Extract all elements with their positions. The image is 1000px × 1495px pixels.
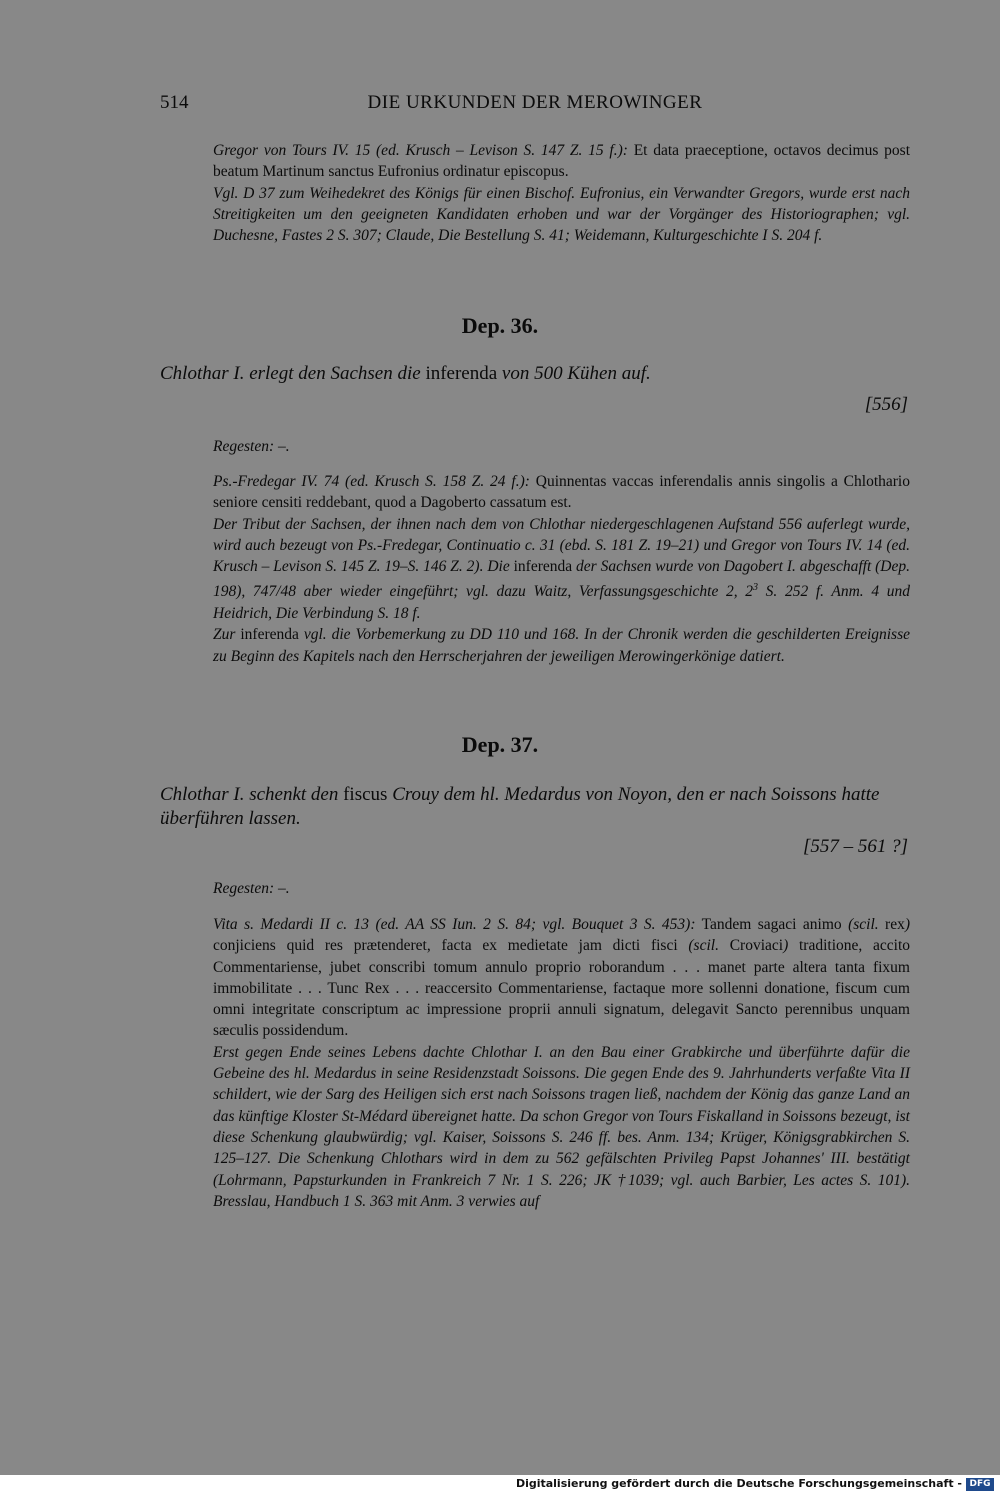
- source-quote-dep-37: Vita s. Medardi II c. 13 (ed. AA SS Iun. 2 S. 84; vgl. Bouquet 3 S. 453): Tandem sagaci animo (scil. rex) conjiciens quid res prætenderet, facta ex medietate jam dicti fisci (scil. Croviaci) traditione, accito Commentariense, jubet conscribi tomum annulo proprio roborandum . . . manet parte altera tanta fixum immobilitate . . . Tunc Rex . . . reaccersito Commentariense, factaque more sollenni donatione, fiscum cum omni integritate conscriptum ac impressione proprii annuli signatum, delegavit Sancto perennibus unquam sæculis possidendum.: [213, 916, 911, 1040]
- summary-dep-36: Chlothar I. erlegt den Sachsen die inferenda von 500 Kühen auf.: [160, 363, 651, 384]
- regesten-dep-36: Regesten: –.: [213, 438, 290, 455]
- running-title: DIE URKUNDEN DER MEROWINGER: [367, 92, 703, 113]
- citation: Ps.-Fredegar IV. 74 (ed. Krusch S. 158 Z. 24 f.):: [213, 473, 530, 490]
- citation: Gregor von Tours IV. 15 (ed. Krusch – Levison S. 147 Z. 15 f.):: [213, 142, 628, 159]
- commentary-dep-37: Erst gegen Ende seines Lebens dachte Chlothar I. an den Bau einer Grabkirche und überführte dafür die Gebeine des hl. Medardus in seine Residenzstadt Soissons. Die gegen Ende des 9. Jahrhunderts verfaßte Vita II schildert, wie der Sarg des Heiligen sich erst nach Soissons tragen ließ, nachdem der König das ganze Land an das künftige Kloster St-Médard übereignet hatte. Da schon Gregor von Tours Fiskalland in Soissons bezeugt, ist diese Schenkung glaubwürdig; vgl. Kaiser, Soissons S. 246 ff. bes. Anm. 134; Krüger, Königsgrabkirchen S. 125–127. Die Schenkung Chlothars wird in dem zu 562 gefälschten Privileg Papst Johannes' III. bestätigt (Lohrmann, Papsturkunden in Frankreich 7 Nr. 1 S. 226; JK †1039; vgl. auch Barbier, Les actes S. 101). Bresslau, Handbuch 1 S. 363 mit Anm. 3 verwies auf: [213, 1043, 910, 1210]
- footer-bar: [0, 1475, 1000, 1495]
- page-number: 514: [160, 92, 189, 113]
- date-dep-37: [557 – 561 ?]: [802, 836, 908, 857]
- commentary-dep-36: Der Tribut der Sachsen, der ihnen nach dem von Chlothar niedergeschlagenen Aufstand 556 auferlegt wurde, wird auch bezeugt von Ps.-Fredegar, Continuatio c. 31 (ebd. S. 181 Z. 19–21) und Gregor von Tours IV. 14 (ed. Krusch – Levison S. 145 Z. 19–S. 146 Z. 2). Die inferenda der Sachsen wurde von Dagobert I. abgeschafft (Dep. 198), 747/48 aber wieder eingeführt; vgl. dazu Waitz, Verfassungsgeschichte 2, $2^3$ S. 252 f. Anm. 4 und Heidrich, Die Verbindung S. 18 f.: [213, 515, 910, 622]
- citation: Vita s. Medardi II c. 13 (ed. AA SS Iun. 2 S. 84; vgl. Bouquet 3 S. 453):: [213, 916, 696, 933]
- commentary-dep-36-2: Zur inferenda vgl. die Vorbemerkung zu DD 110 und 168. In der Chronik werden die geschilderten Ereignisse zu Beginn des Kapitels nach den Herrscherjahren der jeweiligen Merowingerkönige datiert.: [213, 626, 911, 665]
- dfg-logo: DFG: [966, 1478, 994, 1491]
- date-dep-36: [556]: [864, 394, 908, 415]
- quote-text: Et data praeceptione, octavos decimus post beatum Martinum sanctus Eufronius ordinatur episcopus.: [213, 142, 910, 181]
- notes-dep-37: [213, 914, 910, 1212]
- notes-dep-36: [213, 471, 910, 667]
- running-head: [160, 92, 910, 120]
- footer-credit: Digitalisierung gefördert durch die Deutsche Forschungsgemeinschaft -: [515, 1477, 962, 1490]
- summary-dep-37: Chlothar I. schenkt den fiscus Crouy dem hl. Medardus von Noyon, den er nach Soissons hatte überführen lassen.: [160, 784, 880, 829]
- intro-source-quote: [213, 140, 910, 183]
- quote-text: Quinnentas vaccas inferendalis annis singolis a Chlothario seniore censiti reddebant, quod a Dagoberto cassatum est.: [213, 473, 910, 512]
- heading-dep-37: Dep. 37.: [461, 732, 539, 757]
- regesten-dep-37: Regesten: –.: [213, 880, 290, 897]
- heading-dep-36: Dep. 36.: [461, 313, 539, 338]
- intro-notes: [213, 140, 910, 246]
- intro-commentary: Vgl. D 37 zum Weihedekret des Königs für einen Bischof. Eufronius, ein Verwandter Gregors, wurde erst nach Streitigkeiten um den geeigneten Kandidaten erhoben und war der Vorgänger des Historiographen; vgl. Duchesne, Fastes 2 S. 307; Claude, Die Bestellung S. 41; Weidemann, Kulturgeschichte I S. 204 f.: [213, 184, 910, 245]
- source-quote-dep-36: [213, 471, 910, 514]
